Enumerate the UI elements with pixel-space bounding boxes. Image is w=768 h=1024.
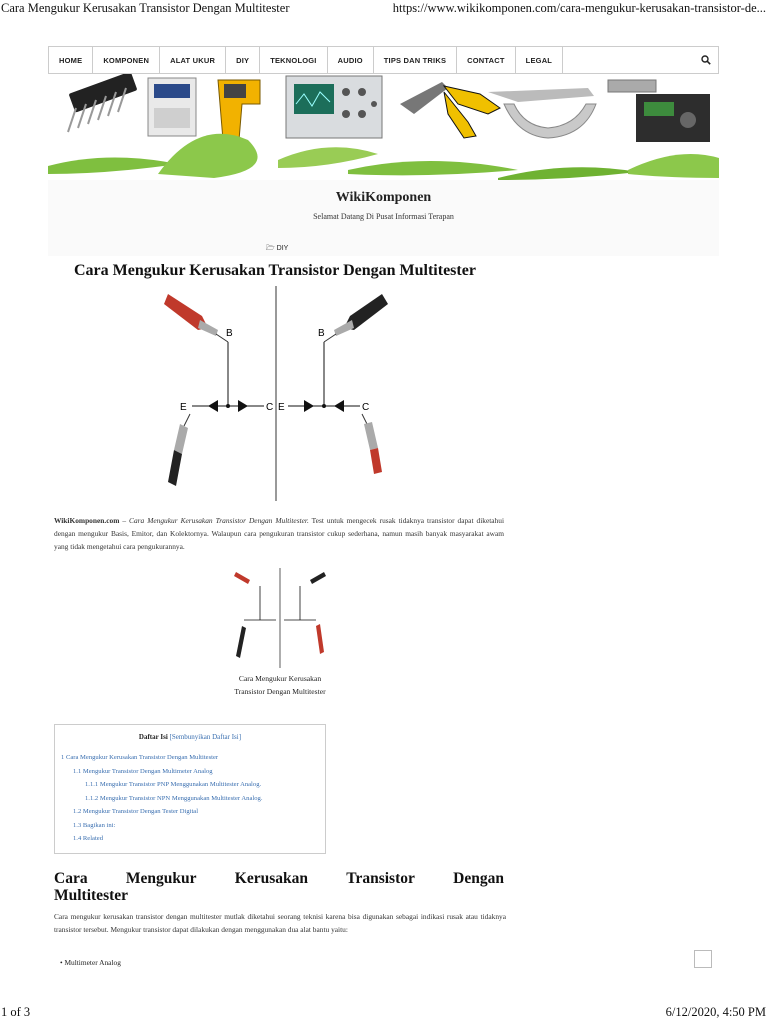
article-intro — [54, 514, 504, 553]
table-of-contents — [54, 724, 326, 854]
green-leaves-image — [48, 134, 719, 180]
optical-pickup-image — [636, 94, 710, 142]
category-link[interactable] — [266, 244, 288, 255]
heading-word: Cara — [54, 870, 88, 887]
transistor-test-diagram — [156, 286, 396, 501]
section-paragraph: Cara mengukur kerusakan transistor dengan multitester mutlak diketahui seorang teknisi karena bisa digunakan sebagai indikasi rusak atau tidaknya transistor tersebut. Mengukur transistor dapat dilakukan dengan menggunakan dua alat bantu yaitu: — [54, 912, 506, 934]
image-caption: Cara Mengukur Kerusakan Transistor Dengan Multitester — [234, 674, 326, 696]
site-branding — [48, 180, 719, 244]
toc-item[interactable]: 1 Cara Mengukur Kerusakan Transistor Dengan Multitester — [61, 754, 219, 761]
diagram-label-e-left: E — [180, 402, 187, 413]
article — [48, 256, 719, 976]
toc-item[interactable]: 1.2 Mengukur Transistor Dengan Tester Digital — [73, 808, 199, 815]
nav-item-diy[interactable]: DIY — [226, 47, 260, 73]
header-banner-image — [48, 74, 719, 180]
contactor-image — [148, 78, 196, 136]
print-title: Cara Mengukur Kerusakan Transistor Dengan Multitester — [1, 1, 290, 15]
micrometer-image — [488, 80, 656, 138]
list-item-text: Multimeter Analog — [64, 958, 121, 967]
site-tagline: Selamat Datang Di Pusat Informasi Terapan — [313, 212, 454, 221]
nav-item-tips-dan-triks[interactable]: TIPS DAN TRIKS — [374, 47, 457, 73]
web-page — [48, 46, 719, 976]
list-item: • Multimeter Analog — [60, 958, 121, 967]
print-url: https://www.wikikomponen.com/cara-mengukur-kerusakan-transistor-de... — [392, 1, 766, 15]
print-header — [0, 0, 768, 22]
main-nav — [48, 46, 719, 74]
category-label: DIY — [276, 245, 289, 252]
nav-item-contact[interactable]: CONTACT — [457, 47, 516, 73]
search-icon — [701, 55, 711, 65]
toc-item[interactable]: 1.4 Related — [73, 835, 104, 842]
toc-item[interactable]: 1.1.2 Mengukur Transistor NPN Menggunakan Multitester Analog. — [85, 794, 263, 802]
probe-red-left — [164, 294, 228, 342]
site-name[interactable]: WikiKomponen — [335, 190, 432, 205]
probe-black-left — [168, 414, 190, 486]
nav-item-komponen[interactable]: KOMPONEN — [93, 47, 160, 73]
oscilloscope-image — [286, 76, 382, 138]
page-number: 1 of 3 — [1, 1005, 31, 1019]
print-datetime: 6/12/2020, 4:50 PM — [665, 1005, 766, 1019]
article-title: Cara Mengukur Kerusakan Transistor Dengan Multitester — [74, 262, 476, 279]
section-heading — [54, 870, 504, 904]
scroll-top-button[interactable] — [694, 950, 712, 968]
folder-icon: 🗁 — [266, 245, 275, 252]
diagram-label-b-right: B — [318, 328, 325, 339]
heading-word: Transistor — [346, 870, 415, 887]
probe-black-right — [324, 294, 388, 342]
pliers-image — [400, 82, 500, 138]
toc-title: Daftar Isi — [138, 733, 168, 741]
diagram-label-c-right: C — [362, 402, 370, 413]
nav-item-teknologi[interactable]: TEKNOLOGI — [260, 47, 327, 73]
intro-italic: Cara Mengukur Kerusakan Transistor Dengan Multitester. — [129, 516, 309, 525]
intro-text: Test untuk mengecek rusak tidaknya transistor dapat diketahui dengan mengukur Basis, Emitor, dan Kolektornya. Walaupun cara pengukuran transistor cukup sederhana, namun masih banyak masyarakat awam yang tidak mengetahui cara pengukurannya. — [54, 516, 505, 551]
toc-item[interactable]: 1.1.1 Mengukur Transistor PNP Menggunakan Multitester Analog. — [85, 781, 262, 788]
diagram-label-c-left: C — [266, 402, 274, 413]
heading-word: Dengan — [453, 870, 504, 887]
heading-word: Mengukur — [125, 870, 197, 887]
toc-item[interactable]: 1.3 Bagikan ini: — [73, 821, 116, 829]
nav-item-alat-ukur[interactable]: ALAT UKUR — [160, 47, 226, 73]
probe-red-right — [362, 414, 382, 474]
heading-word: Multitester — [54, 887, 129, 904]
diagram-label-b-left: B — [226, 328, 233, 339]
toc-header — [55, 733, 325, 741]
toc-item[interactable]: 1.1 Mengukur Transistor Dengan Multimeter Analog — [73, 767, 213, 775]
print-footer — [0, 1002, 768, 1024]
intro-dash: – — [119, 516, 130, 525]
nav-item-home[interactable]: HOME — [49, 47, 93, 73]
resistor-array-image — [68, 74, 137, 132]
heading-word: Kerusakan — [234, 870, 308, 887]
toc-toggle-link[interactable]: [Sembunyikan Daftar Isi] — [169, 733, 242, 741]
diagram-label-e-right: E — [278, 402, 285, 413]
nav-item-legal[interactable]: LEGAL — [516, 47, 563, 73]
diagram-thumbnail[interactable] — [232, 568, 328, 668]
intro-site-link[interactable]: WikiKomponen.com — [54, 516, 120, 525]
nav-item-audio[interactable]: AUDIO — [328, 47, 374, 73]
search-button[interactable] — [694, 47, 718, 73]
toc-list — [61, 751, 325, 846]
